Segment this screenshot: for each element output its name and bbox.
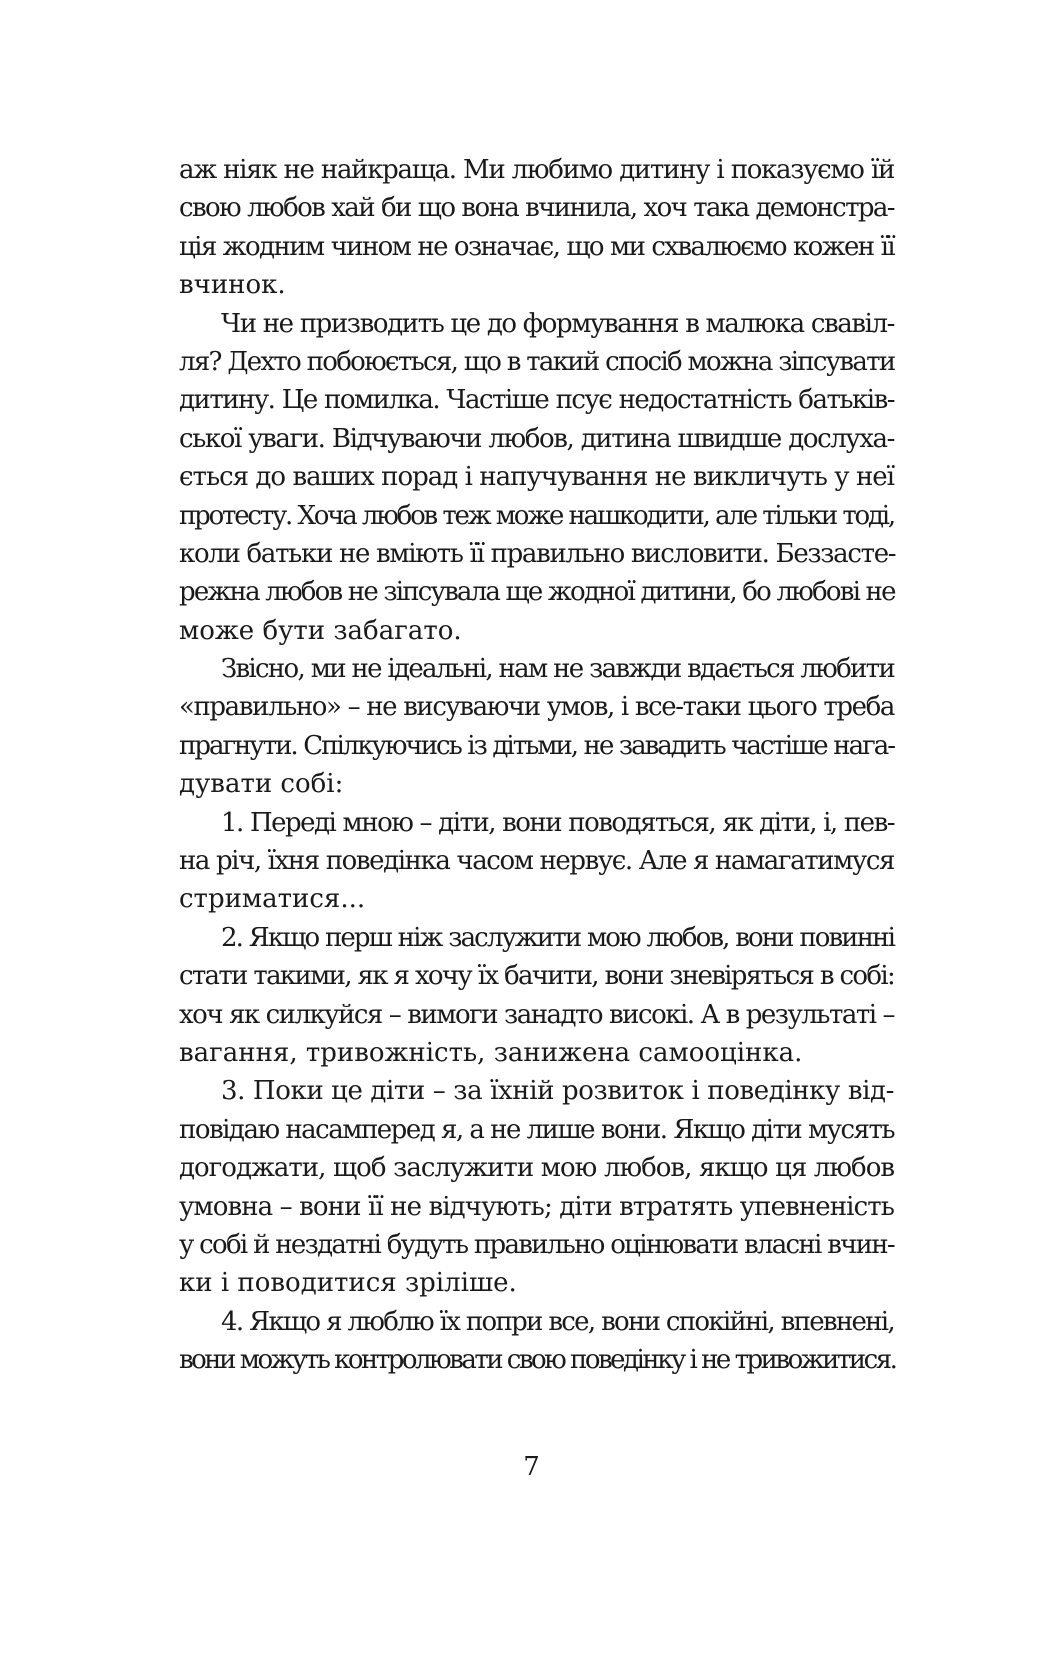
list-item-line: повідаю насамперед я, а не лише вони. Якщо діти мусять: [179, 1114, 894, 1145]
text-line: ської уваги. Відчуваючи любов, дитина швидше дослуха-: [179, 423, 894, 454]
text-line: вчинок.: [179, 270, 286, 301]
list-item-line: 2. Якщо перш ніж заслужити мою любов, вони повинні: [221, 922, 894, 953]
page-number: 7: [523, 1452, 540, 1482]
list-item-line: 3. Поки це діти – за їхній розвиток і поведінку від-: [221, 1076, 894, 1107]
text-line: свою любов хай би що вона вчинила, хоч така демонстра-: [179, 193, 894, 224]
text-line: протесту. Хоча любов теж може нашкодити, але тільки тоді,: [179, 500, 894, 531]
text-line: Чи не призводить це до формування в малюка свавіл-: [221, 308, 894, 339]
text-line: ється до ваших порад і напучування не викличуть у неї: [179, 462, 894, 493]
text-line: ція жодним чином не означає, що ми схвалюємо кожен її: [179, 231, 894, 262]
text-line: прагнути. Спілкуючись із дітьми, не завадить частіше нага-: [179, 730, 894, 761]
text-line: ля? Дехто побоюється, що в такий спосіб можна зіпсувати: [179, 346, 895, 377]
list-item-line: стриматися...: [179, 884, 366, 915]
text-line: режна любов не зіпсувала ще жодної дитини, бо любові не: [179, 577, 895, 608]
text-line: аж ніяк не найкраща. Ми любимо дитину і показуємо їй: [179, 155, 894, 185]
list-item-line: умовна – вони її не відчують; діти втратять упевненість: [179, 1191, 894, 1222]
list-item-line: на річ, їхня поведінка часом нервує. Але я намагатимуся: [179, 846, 894, 877]
list-item-line: вони можуть контролювати свою поведінку і не тривожитися.: [179, 1345, 896, 1376]
text-line: може бути забагато.: [179, 615, 462, 646]
list-item-line: 1. Переді мною – діти, вони поводяться, як діти, і, пев-: [221, 807, 894, 838]
list-item-line: вагання, тривожність, занижена самооцінка.: [179, 1037, 803, 1068]
text-line: «правильно» – не висуваючи умов, і все-таки цього треба: [179, 692, 894, 723]
list-item-line: хоч як силкуйся – вимоги занадто високі. А в результаті –: [179, 999, 894, 1030]
body-text: [179, 151, 894, 1380]
list-item-line: 4. Якщо я люблю їх попри все, вони спокійні, впевнені,: [221, 1306, 894, 1337]
list-item-line: догоджати, щоб заслужити мою любов, якщо ця любов: [179, 1153, 894, 1184]
text-line: Звісно, ми не ідеальні, нам не завжди вдається любити: [221, 654, 894, 685]
text-line: дувати собі:: [179, 769, 344, 800]
list-item-line: стати такими, як я хочу їх бачити, вони зневіряться в собі:: [179, 961, 894, 992]
list-item-line: у собі й нездатні будуть правильно оцінювати власні вчин-: [179, 1229, 894, 1260]
list-item-line: ки і поводитися зріліше.: [179, 1268, 517, 1299]
text-line: коли батьки не вміють її правильно висловити. Беззасте-: [179, 538, 896, 569]
text-line: дитину. Це помилка. Частіше псує недостатність батьків-: [179, 385, 894, 416]
